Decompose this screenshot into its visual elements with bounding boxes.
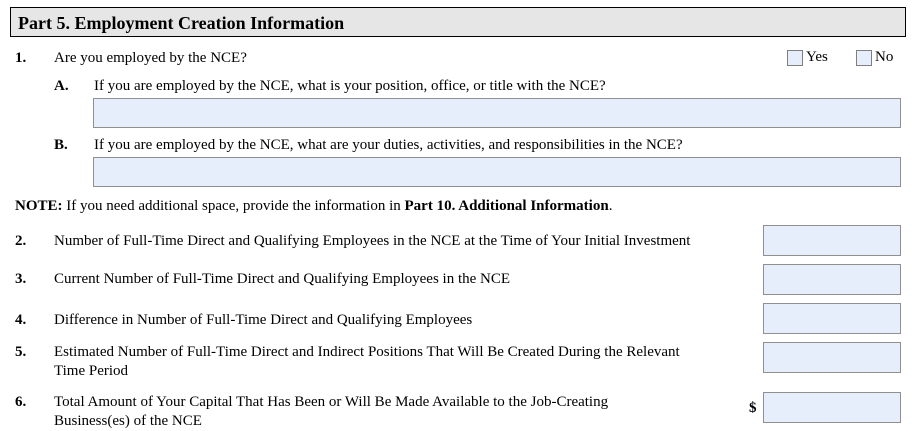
- q4-difference-field[interactable]: [763, 303, 901, 334]
- section-title: Part 5. Employment Creation Information: [18, 13, 345, 33]
- q2-initial-employees-field[interactable]: [763, 225, 901, 256]
- note-text: If you need additional space, provide the information in: [62, 198, 405, 214]
- q1-no-checkbox[interactable]: [856, 50, 872, 66]
- q1-no-label: No: [875, 49, 894, 65]
- q6-label-line1: Total Amount of Your Capital That Has Been or Will Be Made Available to the Job-Creating: [54, 394, 609, 410]
- q2-label: Number of Full-Time Direct and Qualifying Employees in the NCE at the Time of Your Initial Investment: [54, 233, 691, 249]
- q4-label: Difference in Number of Full-Time Direct and Qualifying Employees: [54, 312, 473, 328]
- q1-yes-checkbox[interactable]: [787, 50, 803, 66]
- q1a-label: If you are employed by the NCE, what is your position, office, or title with the NCE?: [94, 78, 606, 94]
- q3-current-employees-field[interactable]: [763, 264, 901, 295]
- note: [15, 197, 612, 215]
- q1-yes-option[interactable]: [787, 49, 828, 66]
- q6-label-line2: Business(es) of the NCE: [54, 413, 202, 429]
- q5-estimated-positions-field[interactable]: [763, 342, 901, 373]
- q5-label-line1: Estimated Number of Full-Time Direct and Indirect Positions That Will Be Created During the Relevant: [54, 344, 680, 360]
- q1b-letter: B.: [54, 137, 68, 153]
- note-label: NOTE:: [15, 198, 63, 214]
- q1a-position-field[interactable]: [93, 98, 901, 128]
- note-reference: Part 10. Additional Information: [404, 198, 609, 214]
- q6-number: 6.: [15, 394, 27, 410]
- note-end: .: [608, 198, 613, 214]
- q3-number: 3.: [15, 271, 27, 287]
- q1b-duties-field[interactable]: [93, 157, 901, 187]
- section-header: [10, 7, 906, 37]
- q1a-letter: A.: [54, 78, 69, 94]
- q4-number: 4.: [15, 312, 27, 328]
- q5-label-line2: Time Period: [54, 363, 129, 379]
- q2-number: 2.: [15, 233, 27, 249]
- q5-number: 5.: [15, 344, 27, 360]
- q3-label: Current Number of Full-Time Direct and Qualifying Employees in the NCE: [54, 271, 511, 287]
- q1-yes-label: Yes: [806, 49, 828, 65]
- q6-capital-amount-field[interactable]: [763, 392, 901, 423]
- q1-no-option[interactable]: [856, 49, 893, 66]
- q1b-label: If you are employed by the NCE, what are your duties, activities, and responsibilities in the NCE?: [94, 137, 683, 153]
- q6-currency-symbol: $: [749, 400, 757, 416]
- q1-number: 1.: [15, 50, 27, 66]
- q1-label: Are you employed by the NCE?: [54, 50, 247, 66]
